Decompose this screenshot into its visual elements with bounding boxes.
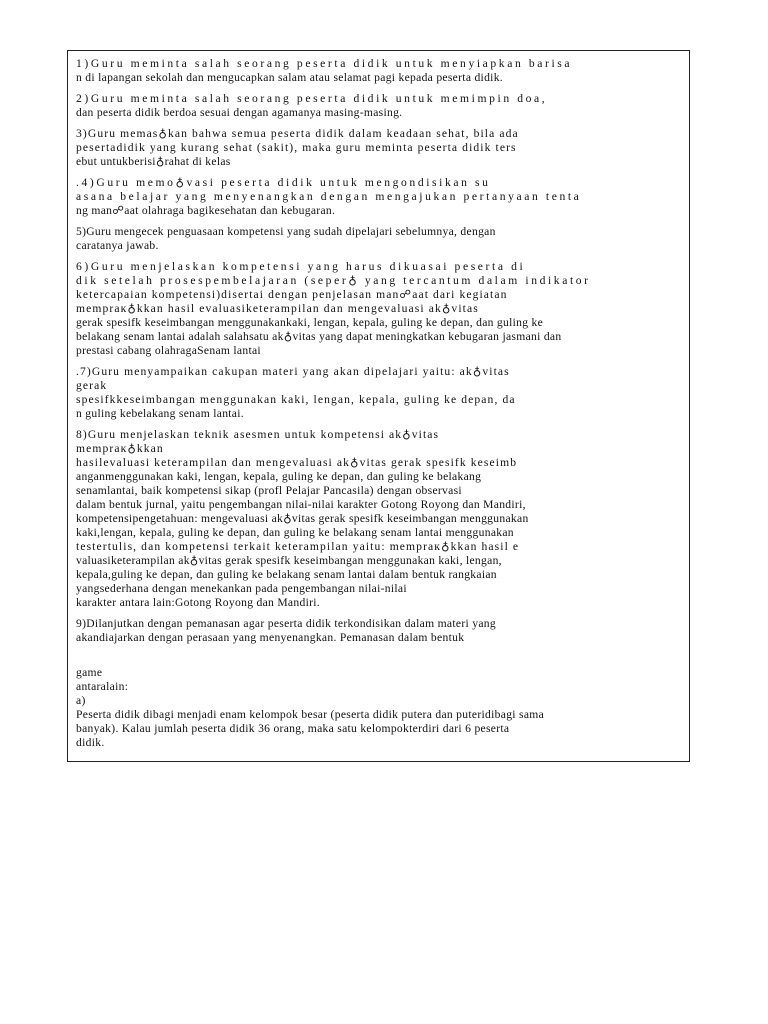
text-line: .7)Guru menyampaikan cakupan materi yang akan dipelajari yaitu: ak♁vitas	[76, 365, 510, 378]
text-line: 3)Guru memas♁kan bahwa semua peserta didik dalam keadaan sehat, bila ada	[76, 127, 519, 140]
text-line: mempraк♁kkan hasil evaluasiketerampilan dan mengevaluasi ak♁vitas	[76, 302, 479, 315]
text-line: kompetensipengetahuan: mengevaluasi ak♁vitas gerak spesifk keseimbangan menggunakan	[76, 512, 529, 525]
text-line: .4)Guru memo♁vasi peserta didik untuk mengondisikan su	[76, 176, 491, 189]
text-line: prestasi cabang olahragaSenam lantai	[76, 344, 261, 357]
text-line: ebut untukberisi♁rahat di kelas	[76, 155, 231, 168]
paragraph-4	[76, 176, 681, 218]
text-line: yangsederhana dengan menekankan pada pengembangan nilai-nilai	[76, 582, 407, 595]
text-line: Peserta didik dibagi menjadi enam kelompok besar (peserta didik putera dan puteridibagi sama	[76, 708, 545, 721]
text-line: gerak	[76, 379, 108, 392]
text-line: ketercapaian kompetensi)disertai dengan penjelasan man☍aat dari kegiatan	[76, 288, 508, 301]
text-line: caratanya jawab.	[76, 239, 159, 252]
text-line: karakter antara lain:Gotong Royong dan Mandiri.	[76, 596, 320, 609]
text-line: 9)Dilanjutkan dengan pemanasan agar peserta didik terkondisikan dalam materi yang	[76, 617, 496, 630]
text-line: belakang senam lantai adalah salahsatu ak♁vitas yang dapat meningkatkan kebugaran jasmani dan	[76, 330, 562, 343]
paragraph-8	[76, 428, 681, 610]
text-line: 8)Guru menjelaskan teknik asesmen untuk kompetensi ak♁vitas	[76, 428, 440, 441]
text-line: antaralain:	[76, 680, 129, 693]
text-line: mempraк♁kkan	[76, 442, 164, 455]
paragraph-10	[76, 652, 681, 750]
text-line: testertulis, dan kompetensi terkait keterampilan yaitu: mempraк♁kkan hasil e	[76, 540, 520, 553]
text-line: anganmenggunakan kaki, lengan, kepala, guling ke depan, dan guling ke belakang	[76, 470, 482, 483]
paragraph-9	[76, 617, 681, 645]
paragraph-2	[76, 92, 681, 120]
text-line: game	[76, 666, 103, 679]
paragraph-5	[76, 225, 681, 253]
paragraph-3	[76, 127, 681, 169]
paragraph-7	[76, 365, 681, 421]
text-line: kepala,guling ke depan, dan guling ke belakang senam lantai dalam bentuk rangkaian	[76, 568, 497, 581]
text-line: 2)Guru meminta salah seorang peserta didik untuk memimpin doa,	[76, 92, 548, 105]
document-box	[67, 50, 690, 762]
text-line: dik setelah prosespembelajaran (seper♁ yang tercantum dalam indikator	[76, 274, 591, 287]
text-line: kaki,lengan, kepala, guling ke depan, dan guling ke belakang senam lantai menggunakan	[76, 526, 514, 539]
text-line: a)	[76, 694, 86, 707]
text-line: banyak). Kalau jumlah peserta didik 36 orang, maka satu kelompokterdiri dari 6 peserta	[76, 722, 510, 735]
text-line: ng man☍aat olahraga bagikesehatan dan kebugaran.	[76, 204, 336, 217]
text-line: dan peserta didik berdoa sesuai dengan agamanya masing-masing.	[76, 106, 403, 119]
text-line: senamlantai, baik kompetensi sikap (profl Pelajar Pancasila) dengan observasi	[76, 484, 462, 497]
text-line: pesertadidik yang kurang sehat (sakit), maka guru meminta peserta didik ters	[76, 141, 517, 154]
text-line: 6)Guru menjelaskan kompetensi yang harus dikuasai peserta di	[76, 260, 526, 273]
text-line: hasilevaluasi keterampilan dan mengevaluasi ak♁vitas gerak spesifk keseimb	[76, 456, 518, 469]
text-line: gerak spesifk keseimbangan menggunakankaki, lengan, kepala, guling ke depan, dan guling ke	[76, 316, 544, 329]
text-line: valuasiketerampilan ak♁vitas gerak spesifk keseimbangan menggunakan kaki, lengan,	[76, 554, 502, 567]
text-line: spesifkkeseimbangan menggunakan kaki, lengan, kepala, guling ke depan, da	[76, 393, 516, 406]
text-line: dalam bentuk jurnal, yaitu pengembangan nilai-nilai karakter Gotong Royong dan Mandiri,	[76, 498, 526, 511]
text-line: n di lapangan sekolah dan mengucapkan salam atau selamat pagi kepada peserta didik.	[76, 71, 503, 84]
text-line: n guling kebelakang senam lantai.	[76, 407, 244, 420]
text-line: 1)Guru meminta salah seorang peserta didik untuk menyiapkan barisa	[76, 57, 573, 70]
paragraph-6	[76, 260, 681, 358]
text-line: akandiajarkan dengan perasaan yang menyenangkan. Pemanasan dalam bentuk	[76, 631, 465, 644]
text-line: didik.	[76, 736, 105, 749]
text-line: asana belajar yang menyenangkan dengan mengajukan pertanyaan tenta	[76, 190, 582, 203]
paragraph-1	[76, 57, 681, 85]
text-line: 5)Guru mengecek penguasaan kompetensi yang sudah dipelajari sebelumnya, dengan	[76, 225, 496, 238]
text-line	[76, 652, 681, 666]
